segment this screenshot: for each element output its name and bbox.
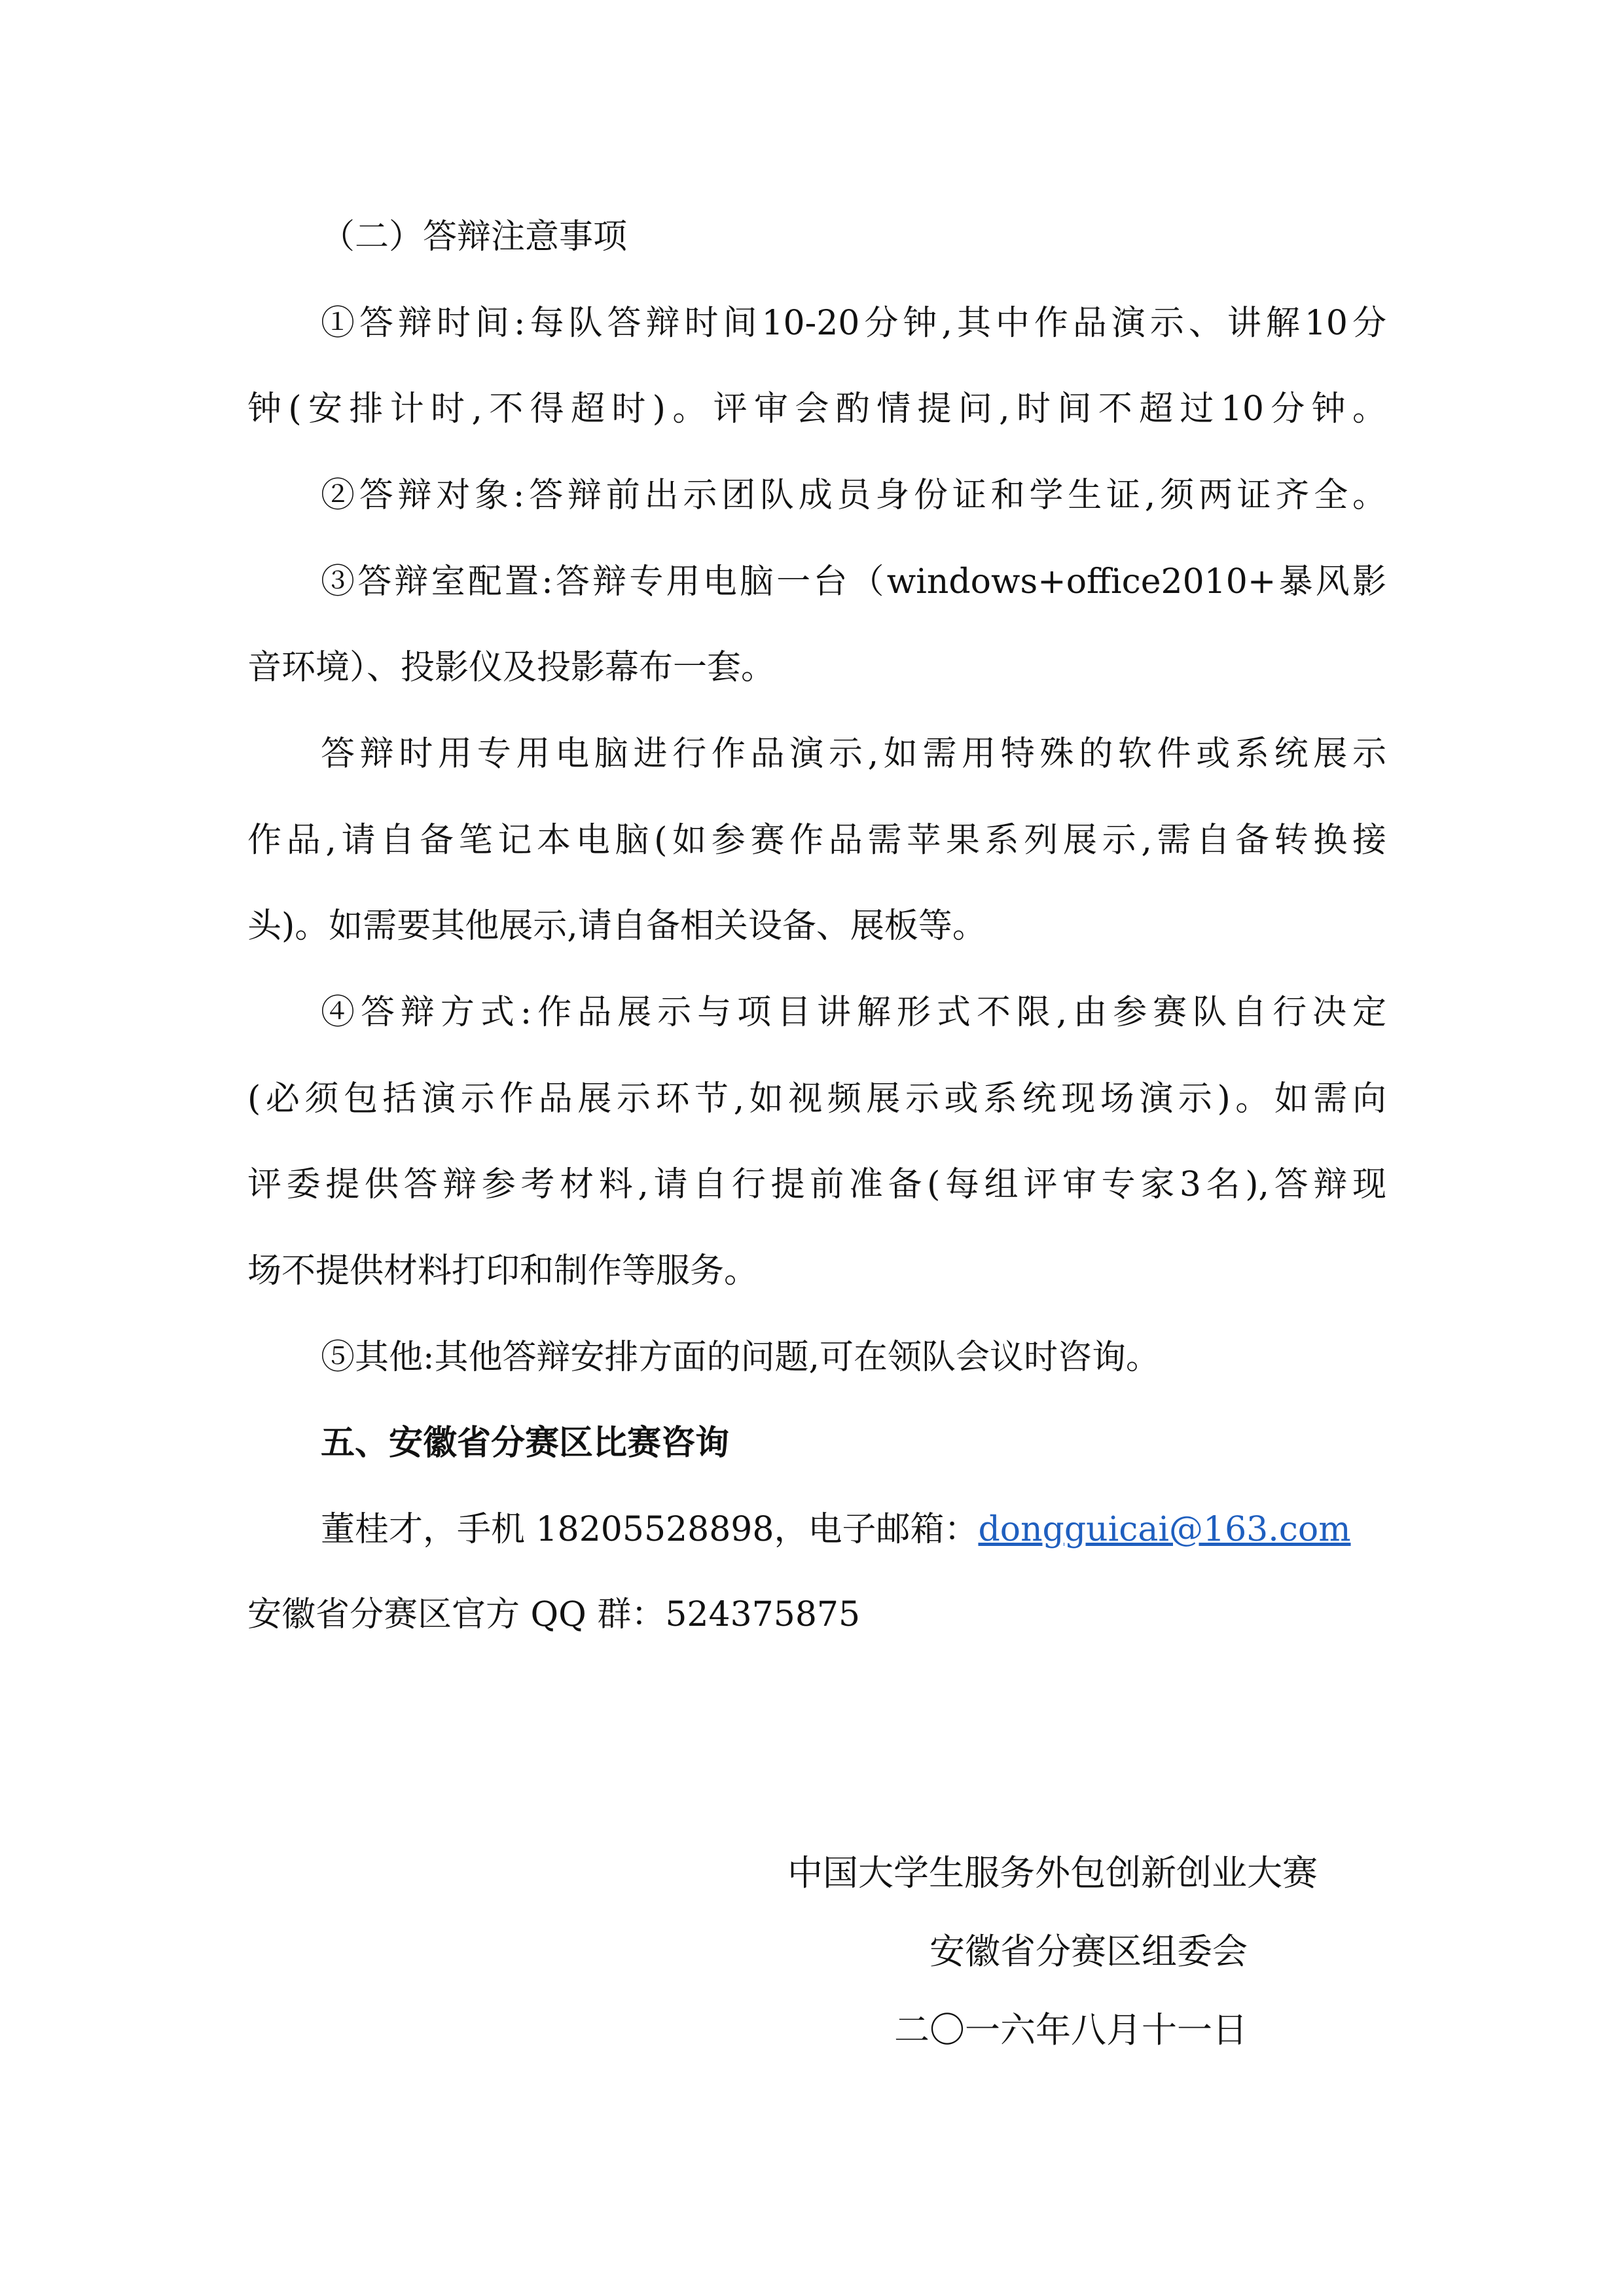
item-1-line-1: ①答辩时间:每队答辩时间10-20分钟,其中作品演示、讲解10分 (321, 304, 1386, 343)
item-2-line-1: ②答辩对象:答辩前出示团队成员身份证和学生证,须两证齐全。 (321, 476, 1386, 515)
consult-heading: 五、安徽省分赛区比赛咨询 (321, 1424, 730, 1463)
item-5-line-1: ⑤其他:其他答辩安排方面的问题,可在领队会议时咨询。 (321, 1338, 1161, 1377)
item-4-line-2: (必须包括演示作品展示环节,如视频展示或系统现场演示)。如需向 (247, 1079, 1386, 1119)
item-4-line-4: 场不提供材料打印和制作等服务。 (247, 1251, 759, 1291)
item-3-line-2: 音环境）、投影仪及投影幕布一套。 (247, 648, 776, 687)
note-line-1: 答辩时用专用电脑进行作品演示,如需用特殊的软件或系统展示 (321, 734, 1386, 774)
item-3-line-1: ③答辩室配置:答辩专用电脑一台（windows+office2010+暴风影 (321, 562, 1386, 601)
note-line-3: 头)。如需要其他展示,请自备相关设备、展板等。 (247, 906, 986, 946)
contact-prefix: 董桂才，手机 18205528898，电子邮箱： (321, 1510, 979, 1549)
signature-date: 二〇一六年八月十一日 (894, 2009, 1248, 2051)
section-title: （二）答辩注意事项 (321, 217, 628, 257)
item-4-line-3: 评委提供答辩参考材料,请自行提前准备(每组评审专家3名),答辩现 (247, 1165, 1386, 1204)
contact-line (321, 1509, 1386, 1551)
organizer-line-1: 中国大学生服务外包创新创业大赛 (787, 1852, 1318, 1893)
email-link[interactable]: dongguicai@163.com (978, 1510, 1351, 1549)
note-line-2: 作品,请自备笔记本电脑(如参赛作品需苹果系列展示,需自备转换接 (247, 821, 1386, 860)
item-1-line-2: 钟(安排计时,不得超时)。评审会酌情提问,时间不超过10分钟。 (247, 389, 1386, 429)
item-4-line-1: ④答辩方式:作品展示与项目讲解形式不限,由参赛队自行决定 (321, 993, 1386, 1032)
qq-group-line: 安徽省分赛区官方 QQ 群：524375875 (247, 1595, 861, 1634)
organizer-line-2: 安徽省分赛区组委会 (929, 1931, 1248, 1972)
